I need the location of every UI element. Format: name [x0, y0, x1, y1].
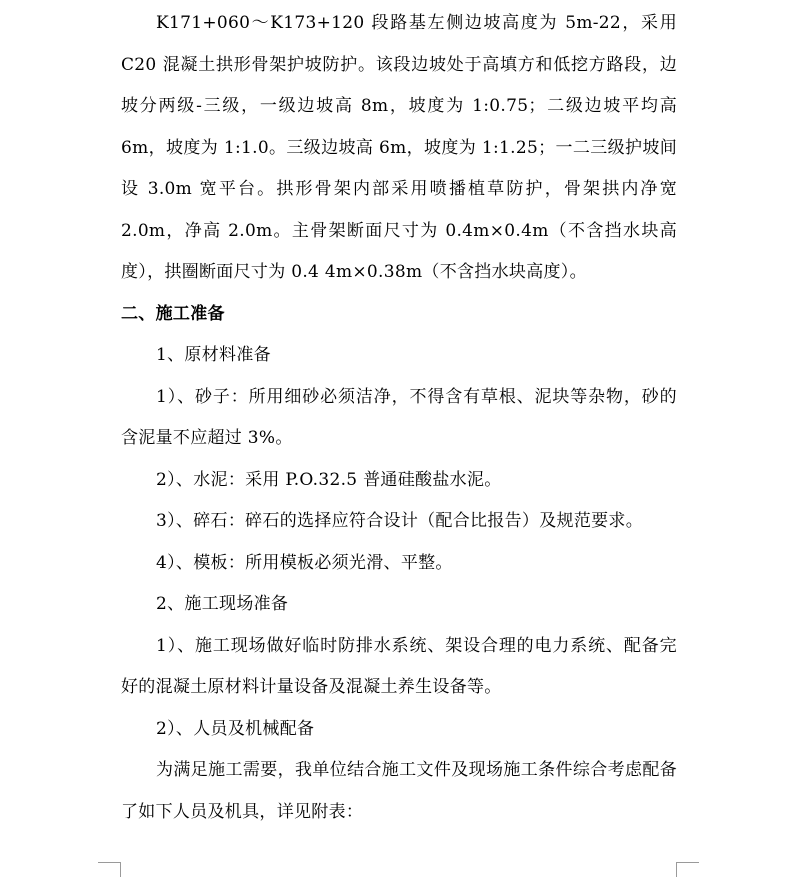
page-corner-mark-left [98, 862, 121, 877]
paragraph-site-systems: 1）、施工现场做好临时防排水系统、架设合理的电力系统、配备完好的混凝土原材料计量设备及混凝土养生设备等。 [121, 635, 677, 697]
subheading-site-preparation: 2、施工现场准备 [156, 594, 289, 614]
paragraph-staffing-summary: 为满足施工需要，我单位结合施工文件及现场施工条件综合考虑配备了如下人员及机具，详见附表： [121, 760, 677, 822]
paragraph-slope-description: K171+060～K173+120 段路基左侧边坡高度为 5m-22，采用 C20 混凝土拱形骨架护坡防护。该段边坡处于高填方和低挖方路段，边坡分两级-三级，一级边坡高 8m，坡度为 1:0.75；二级边坡平均高 6m，坡度为 1:1.0。三级边坡高 6m，坡度为 1:1.25；一二三级护坡间设 3.0m 宽平台。拱形骨架内部采用喷播植草防护，骨架拱内净宽 2.0m，净高 2.0m。主骨架断面尺寸为 0.4m×0.4m（不含挡水块高度），拱圈断面尺寸为 0.4 4m×0.38m（不含挡水块高度）。 [121, 13, 677, 282]
section-heading-construction-preparation: 二、施工准备 [121, 303, 225, 324]
subheading-raw-material-preparation: 1、原材料准备 [156, 345, 271, 365]
paragraph-cement: 2）、水泥：采用 P.O.32.5 普通硅酸盐水泥。 [156, 469, 502, 490]
subheading-personnel-machinery: 2）、人员及机械配备 [156, 718, 315, 739]
paragraph-formwork: 4）、模板：所用模板必须光滑、平整。 [156, 552, 453, 573]
page-corner-mark-right [676, 862, 699, 877]
paragraph-sand: 1）、砂子：所用细砂必须洁净，不得含有草根、泥块等杂物，砂的含泥量不应超过 3%。 [121, 386, 677, 448]
document-body [121, 3, 677, 833]
paragraph-gravel: 3）、碎石：碎石的选择应符合设计（配合比报告）及规范要求。 [156, 511, 644, 531]
